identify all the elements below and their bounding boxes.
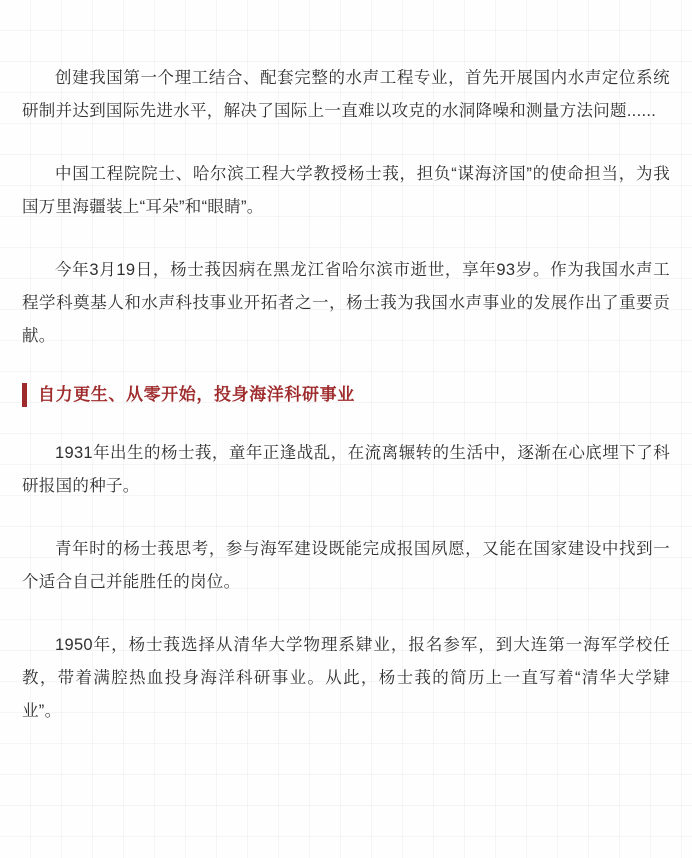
paragraph-intro-1: 创建我国第一个理工结合、配套完整的水声工程专业，首先开展国内水声定位系统研制并达到国际先进水平，解决了国际上一直难以攻克的水洞降噪和测量方法问题...... [22,69,670,120]
paragraph-body-1: 1931年出生的杨士莪，童年正逢战乱，在流离辗转的生活中，逐渐在心底埋下了科研报国的种子。 [22,444,670,495]
heading-accent-bar-icon [22,383,27,407]
paragraph-intro-2: 中国工程院院士、哈尔滨工程大学教授杨士莪，担负“谋海济国”的使命担当，为我国万里海疆装上“耳朵”和“眼睛”。 [22,165,670,216]
section-heading-1 [22,383,670,407]
section-heading-1-label: 自力更生、从零开始，投身海洋科研事业 [38,385,355,404]
paragraph-body-3: 1950年，杨士莪选择从清华大学物理系肄业，报名参军，到大连第一海军学校任教，带着满腔热血投身海洋科研事业。从此，杨士莪的简历上一直写着“清华大学肄业”。 [22,636,670,720]
paragraph-intro-3: 今年3月19日，杨士莪因病在黑龙江省哈尔滨市逝世，享年93岁。作为我国水声工程学科奠基人和水声科技事业开拓者之一，杨士莪为我国水声事业的发展作出了重要贡献。 [22,261,670,345]
paragraph-body-2: 青年时的杨士莪思考，参与海军建设既能完成报国夙愿，又能在国家建设中找到一个适合自己并能胜任的岗位。 [22,540,670,591]
article-content [22,0,670,728]
